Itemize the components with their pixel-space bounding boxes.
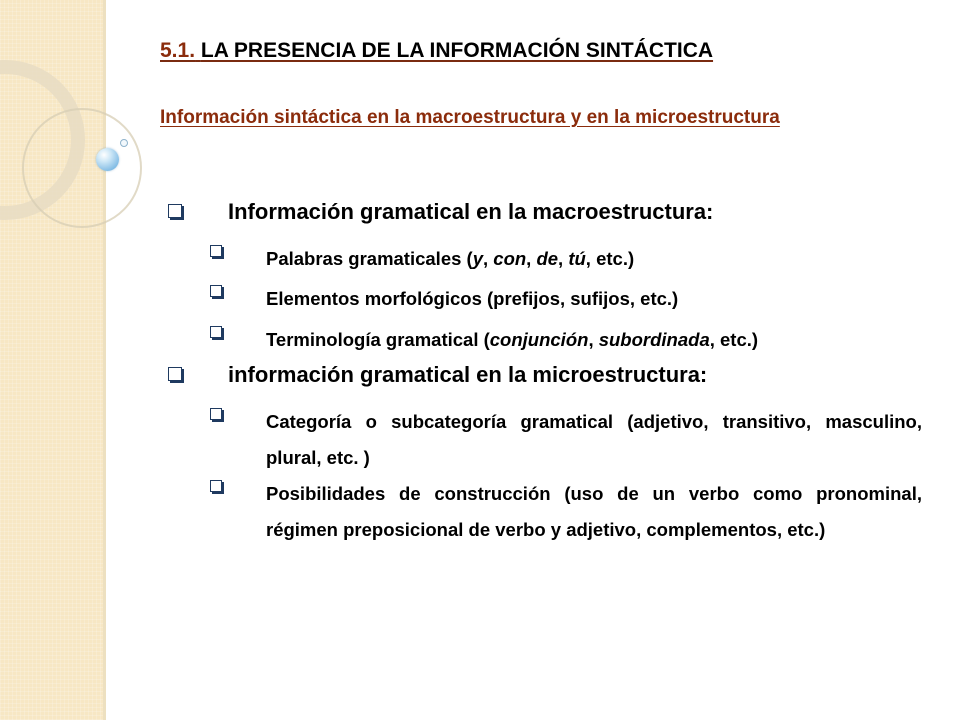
decorative-ring-thin — [22, 108, 142, 228]
checkbox-bullet-icon — [168, 204, 182, 218]
macro-item-3-text: Terminología gramatical (conjunción, subordinada, etc.) — [266, 329, 759, 350]
checkbox-bullet-icon — [210, 480, 222, 492]
checkbox-bullet-icon — [168, 367, 182, 381]
micro-heading-text: información gramatical en la microestructura: — [228, 362, 708, 387]
slide-title — [160, 39, 713, 63]
micro-item-1-text: Categoría o subcategoría gramatical (adjetivo, transitivo, masculino, plural, etc. ) — [266, 411, 922, 468]
micro-item-2-text: Posibilidades de construcción (uso de un verbo como pronominal, régimen preposicional de verbo y adjetivo, complementos, etc.) — [266, 483, 922, 540]
decorative-bubble-small — [120, 139, 128, 147]
decorative-bubble — [96, 148, 119, 171]
bullet-macro-item-3 — [210, 322, 922, 358]
checkbox-bullet-icon — [210, 408, 222, 420]
sidebar-edge — [103, 0, 106, 720]
checkbox-bullet-icon — [210, 245, 222, 257]
slide-subtitle: Información sintáctica en la macroestructura y en la microestructura — [160, 107, 780, 128]
slide-title-text: LA PRESENCIA DE LA INFORMACIÓN SINTÁCTICA — [200, 39, 714, 62]
macro-heading-text: Información gramatical en la macroestructura: — [228, 199, 714, 224]
bullet-macro-item-1 — [210, 241, 922, 277]
bullet-micro-item-1 — [210, 404, 922, 476]
macro-item-1-text: Palabras gramaticales (y, con, de, tú, etc.) — [266, 248, 635, 269]
macro-item-2-text: Elementos morfológicos (prefijos, sufijos, etc.) — [266, 288, 679, 309]
bullet-micro-item-2 — [210, 476, 922, 548]
checkbox-bullet-icon — [210, 326, 222, 338]
slide-title-number: 5.1. — [160, 39, 196, 62]
bullet-macro-item-2 — [210, 281, 922, 317]
checkbox-bullet-icon — [210, 285, 222, 297]
